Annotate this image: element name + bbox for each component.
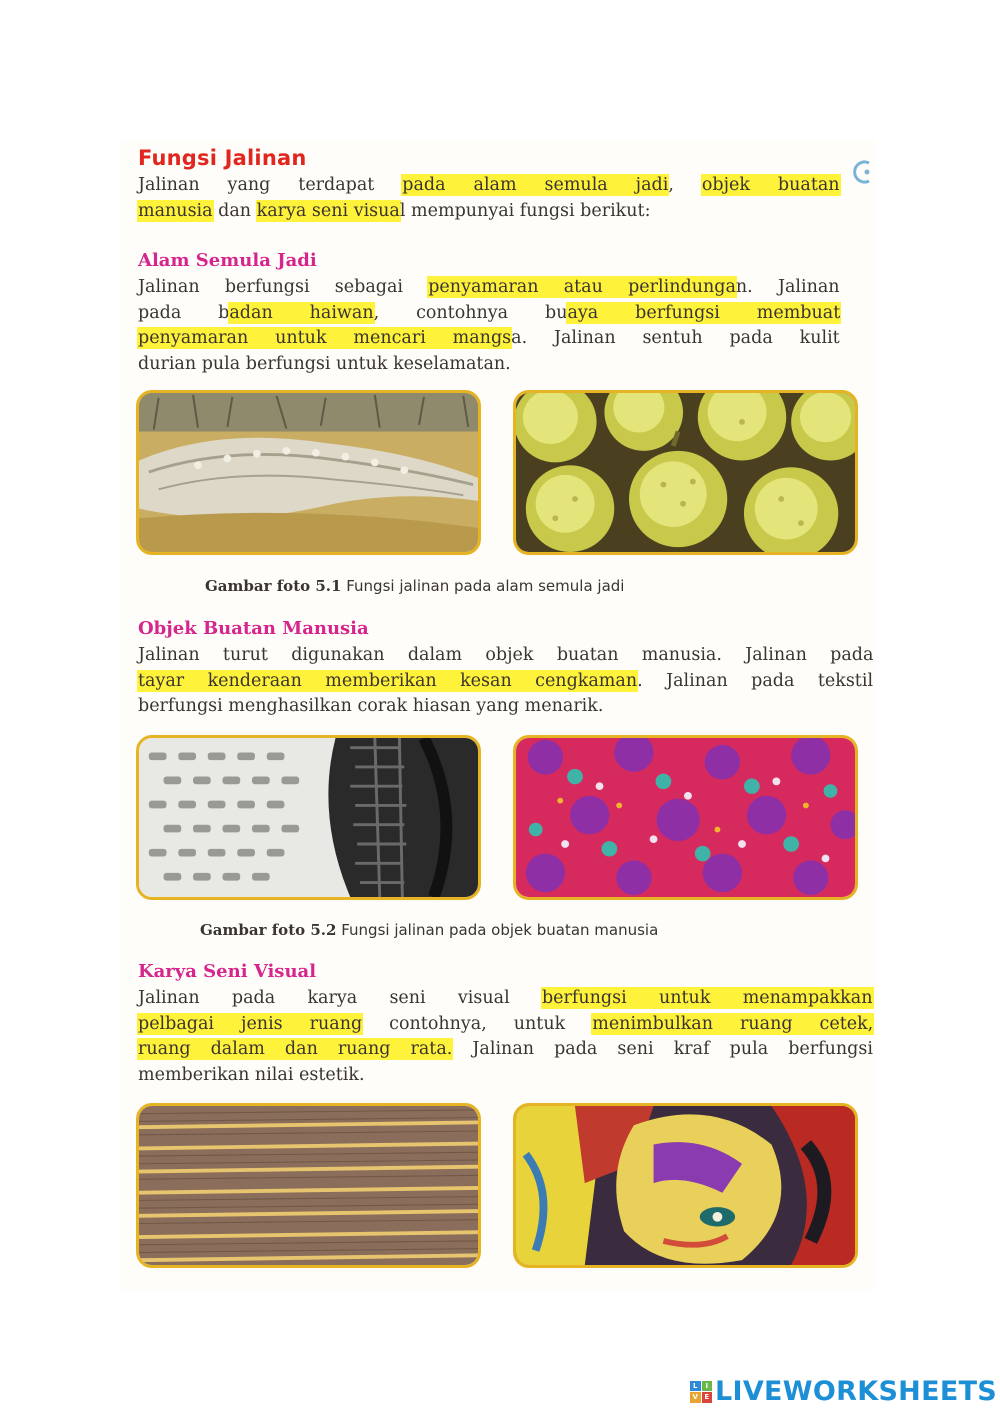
expressive-painting-photo [513, 1103, 858, 1268]
text-run: , contohnya bu [373, 302, 568, 323]
logo-letter: E [702, 1392, 713, 1403]
corner-swirl-icon [853, 160, 875, 184]
text-run: . Jalinan pada tekstil [637, 670, 874, 691]
text-run: Jalinan berfungsi sebagai [138, 277, 429, 297]
caption-label: Gambar foto 5.1 [205, 577, 342, 595]
text-run: n. Jalinan [735, 277, 840, 297]
paragraph-line [138, 643, 873, 669]
text-run: Jalinan turut digunakan dalam objek buatan manusia. Jalinan pada [138, 645, 874, 665]
highlighted-text: ruang dalam dan ruang rata. [138, 1039, 453, 1059]
liveworksheets-text: LIVEWORKSHEETS [715, 1376, 998, 1407]
intro-paragraph [138, 173, 840, 224]
section-heading-objek: Objek Buatan Manusia [138, 618, 369, 639]
highlighted-text: pada alam semula jadi [402, 175, 669, 195]
text-run: contohnya, untuk [362, 1013, 593, 1034]
highlighted-text: adan haiwan [229, 302, 374, 323]
paragraph-line [138, 694, 873, 720]
section-heading-alam: Alam Semula Jadi [138, 250, 317, 271]
text-run: a. Jalinan sentuh pada kulit [511, 328, 840, 348]
text-run: berfungsi menghasilkan corak hiasan yang menarik. [138, 696, 604, 716]
page-title: Fungsi Jalinan [138, 146, 307, 170]
paragraph-line [138, 326, 840, 352]
highlighted-text: tayar kenderaan memberikan kesan cengkaman [138, 670, 638, 691]
text-run: , [668, 175, 702, 195]
paragraph-line [138, 352, 840, 378]
liveworksheets-logo-icon [690, 1381, 712, 1403]
highlighted-text: penyamaran untuk mencari mangs [138, 328, 512, 348]
logo-letter: I [702, 1381, 713, 1392]
highlighted-text: karya seni visua [256, 200, 400, 221]
section-paragraph-karya [138, 986, 873, 1088]
highlighted-text: aya berfungsi membuat [567, 302, 841, 323]
caption-text: Fungsi jalinan pada alam semula jadi [341, 577, 625, 595]
caption-text: Fungsi jalinan pada objek buatan manusia [336, 921, 659, 939]
paragraph-line [138, 199, 840, 225]
highlighted-text: menimbulkan ruang cetek, [592, 1013, 874, 1034]
bamboo-mat-photo [136, 1103, 481, 1268]
text-run: dan [212, 200, 257, 221]
paragraph-line [138, 275, 840, 301]
paragraph-line [138, 1037, 873, 1063]
highlighted-text: penyamaran atau perlindunga [428, 277, 736, 297]
logo-letter: V [690, 1392, 701, 1403]
caption-5-1 [205, 577, 624, 595]
text-run: Jalinan yang terdapat [138, 175, 403, 195]
text-run: Jalinan pada seni kraf pula berfungsi [452, 1039, 873, 1059]
section-paragraph-objek [138, 643, 873, 720]
batik-photo [513, 735, 858, 900]
section-paragraph-alam [138, 275, 840, 377]
text-run: Jalinan pada karya seni visual [138, 988, 542, 1008]
paragraph-line [138, 986, 873, 1012]
paragraph-line [138, 301, 840, 327]
highlighted-text: pelbagai jenis ruang [138, 1013, 363, 1034]
highlighted-text: berfungsi untuk menampakkan [541, 988, 873, 1008]
caption-5-2 [200, 921, 658, 939]
text-run: pada b [138, 302, 230, 323]
text-run: l mempunyai fungsi berikut: [399, 200, 651, 221]
paragraph-line [138, 1063, 873, 1089]
text-run: durian pula berfungsi untuk keselamatan. [138, 353, 511, 374]
section-heading-karya: Karya Seni Visual [138, 961, 317, 982]
highlighted-text: objek buatan [701, 175, 840, 195]
logo-letter: L [690, 1381, 701, 1392]
tyre-photo [136, 735, 481, 900]
paragraph-line [138, 1012, 873, 1038]
text-run: memberikan nilai estetik. [138, 1064, 365, 1085]
durian-photo [513, 390, 858, 555]
paragraph-line [138, 669, 873, 695]
crocodile-photo [136, 390, 481, 555]
paragraph-line [138, 173, 840, 199]
highlighted-text: manusia [138, 200, 213, 221]
liveworksheets-logo [690, 1376, 997, 1407]
caption-label: Gambar foto 5.2 [200, 921, 337, 939]
